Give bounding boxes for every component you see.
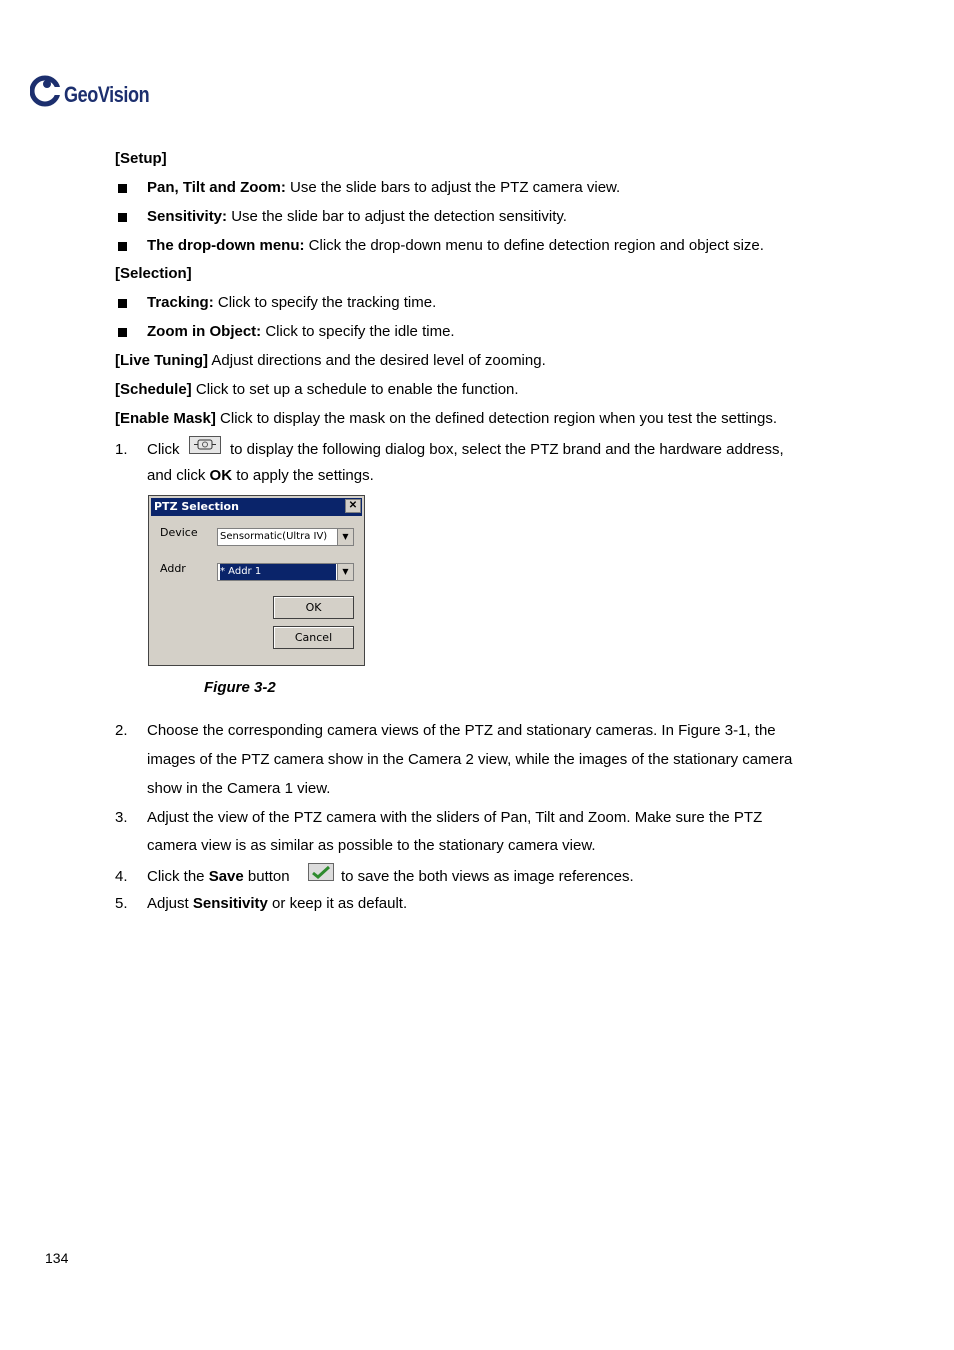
bullet-square-icon	[118, 242, 127, 251]
addr-label: Addr	[160, 562, 186, 575]
live-tuning-text: Adjust directions and the desired level of zooming.	[208, 352, 546, 369]
selection-heading: [Selection]	[115, 265, 192, 282]
sensitivity-keyword: Sensitivity	[192, 895, 268, 912]
step-2-line-3: show in the Camera 1 view.	[147, 780, 331, 797]
device-label: Device	[160, 526, 198, 539]
close-icon[interactable]: ✕	[345, 499, 361, 513]
schedule-paragraph	[115, 381, 519, 399]
step-text-post: to save the both views as image references.	[341, 868, 634, 885]
device-value: Sensormatic(Ultra IV)	[220, 531, 328, 542]
step-number: 3.	[115, 809, 128, 826]
page-number: 134	[45, 1250, 69, 1266]
bullet-label: Pan, Tilt and Zoom:	[147, 179, 286, 196]
step-text	[147, 868, 290, 886]
step-text-post: or keep it as default.	[267, 895, 408, 912]
step-text-mid: button	[243, 868, 290, 885]
step-number: 2.	[115, 722, 128, 739]
schedule-text: Click to set up a schedule to enable the function.	[191, 381, 519, 398]
step-text: to apply the settings.	[232, 467, 374, 484]
device-dropdown[interactable]	[217, 528, 354, 546]
enable-mask-label: [Enable Mask]	[115, 410, 216, 427]
chevron-down-icon[interactable]: ▼	[337, 529, 353, 545]
live-tuning-paragraph	[115, 352, 546, 370]
step-text: Click	[147, 441, 180, 458]
addr-dropdown[interactable]	[217, 563, 354, 581]
schedule-label: [Schedule]	[115, 381, 192, 398]
chevron-down-icon[interactable]: ▼	[337, 564, 353, 580]
dialog-title: PTZ Selection	[151, 498, 362, 516]
save-button[interactable]	[308, 863, 334, 881]
logo-wordmark: GeoVision	[64, 82, 150, 107]
bullet-square-icon	[118, 184, 127, 193]
checkmark-icon	[309, 864, 333, 880]
geovision-logo-icon	[30, 74, 64, 108]
setup-heading: [Setup]	[115, 150, 167, 167]
bullet-label: The drop-down menu:	[147, 237, 305, 254]
step-text: and click	[147, 467, 210, 484]
bullet-square-icon	[118, 299, 127, 308]
enable-mask-paragraph	[115, 410, 777, 428]
step-3-line-2: camera view is as similar as possible to the stationary camera view.	[147, 837, 596, 854]
ptz-selection-dialog	[148, 495, 365, 666]
step-text-pre: Adjust	[147, 895, 193, 912]
step-number: 5.	[115, 895, 128, 912]
bullet-text: Click the drop-down menu to define detection region and object size.	[304, 237, 764, 254]
save-keyword: Save	[208, 868, 244, 885]
addr-value: * Addr 1	[220, 564, 336, 580]
bullet-square-icon	[118, 213, 127, 222]
ptz-selection-button[interactable]	[189, 436, 221, 454]
bullet-label: Sensitivity:	[147, 208, 228, 225]
bullet-label: Tracking:	[147, 294, 214, 311]
bullet-text: Use the slide bar to adjust the detection sensitivity.	[227, 208, 567, 225]
ptz-camera-icon	[190, 437, 220, 453]
bullet-text: Click to specify the idle time.	[261, 323, 455, 340]
figure-caption: Figure 3-2	[204, 679, 276, 696]
step-1-line-2	[147, 467, 374, 485]
cancel-button[interactable]: Cancel	[273, 626, 354, 649]
bullet-text: Click to specify the tracking time.	[213, 294, 437, 311]
step-2-line-2: images of the PTZ camera show in the Camera 2 view, while the images of the stationary camera	[147, 751, 793, 768]
step-number: 1.	[115, 441, 128, 458]
enable-mask-text: Click to display the mask on the defined detection region when you test the settings.	[215, 410, 778, 427]
step-text-continued: to display the following dialog box, select the PTZ brand and the hardware address,	[230, 441, 784, 458]
live-tuning-label: [Live Tuning]	[115, 352, 209, 369]
bullet-square-icon	[118, 328, 127, 337]
ok-keyword: OK	[209, 467, 233, 484]
bullet-label: Zoom in Object:	[147, 323, 262, 340]
step-number: 4.	[115, 868, 128, 885]
step-text: Choose the corresponding camera views of the PTZ and stationary cameras. In Figure 3-1, the	[147, 722, 776, 739]
step-text: Adjust the view of the PTZ camera with the sliders of Pan, Tilt and Zoom. Make sure the PTZ	[147, 809, 763, 826]
ok-button[interactable]: OK	[273, 596, 354, 619]
step-text-pre: Click the	[147, 868, 209, 885]
bullet-text: Use the slide bars to adjust the PTZ camera view.	[285, 179, 621, 196]
step-text	[147, 895, 407, 913]
